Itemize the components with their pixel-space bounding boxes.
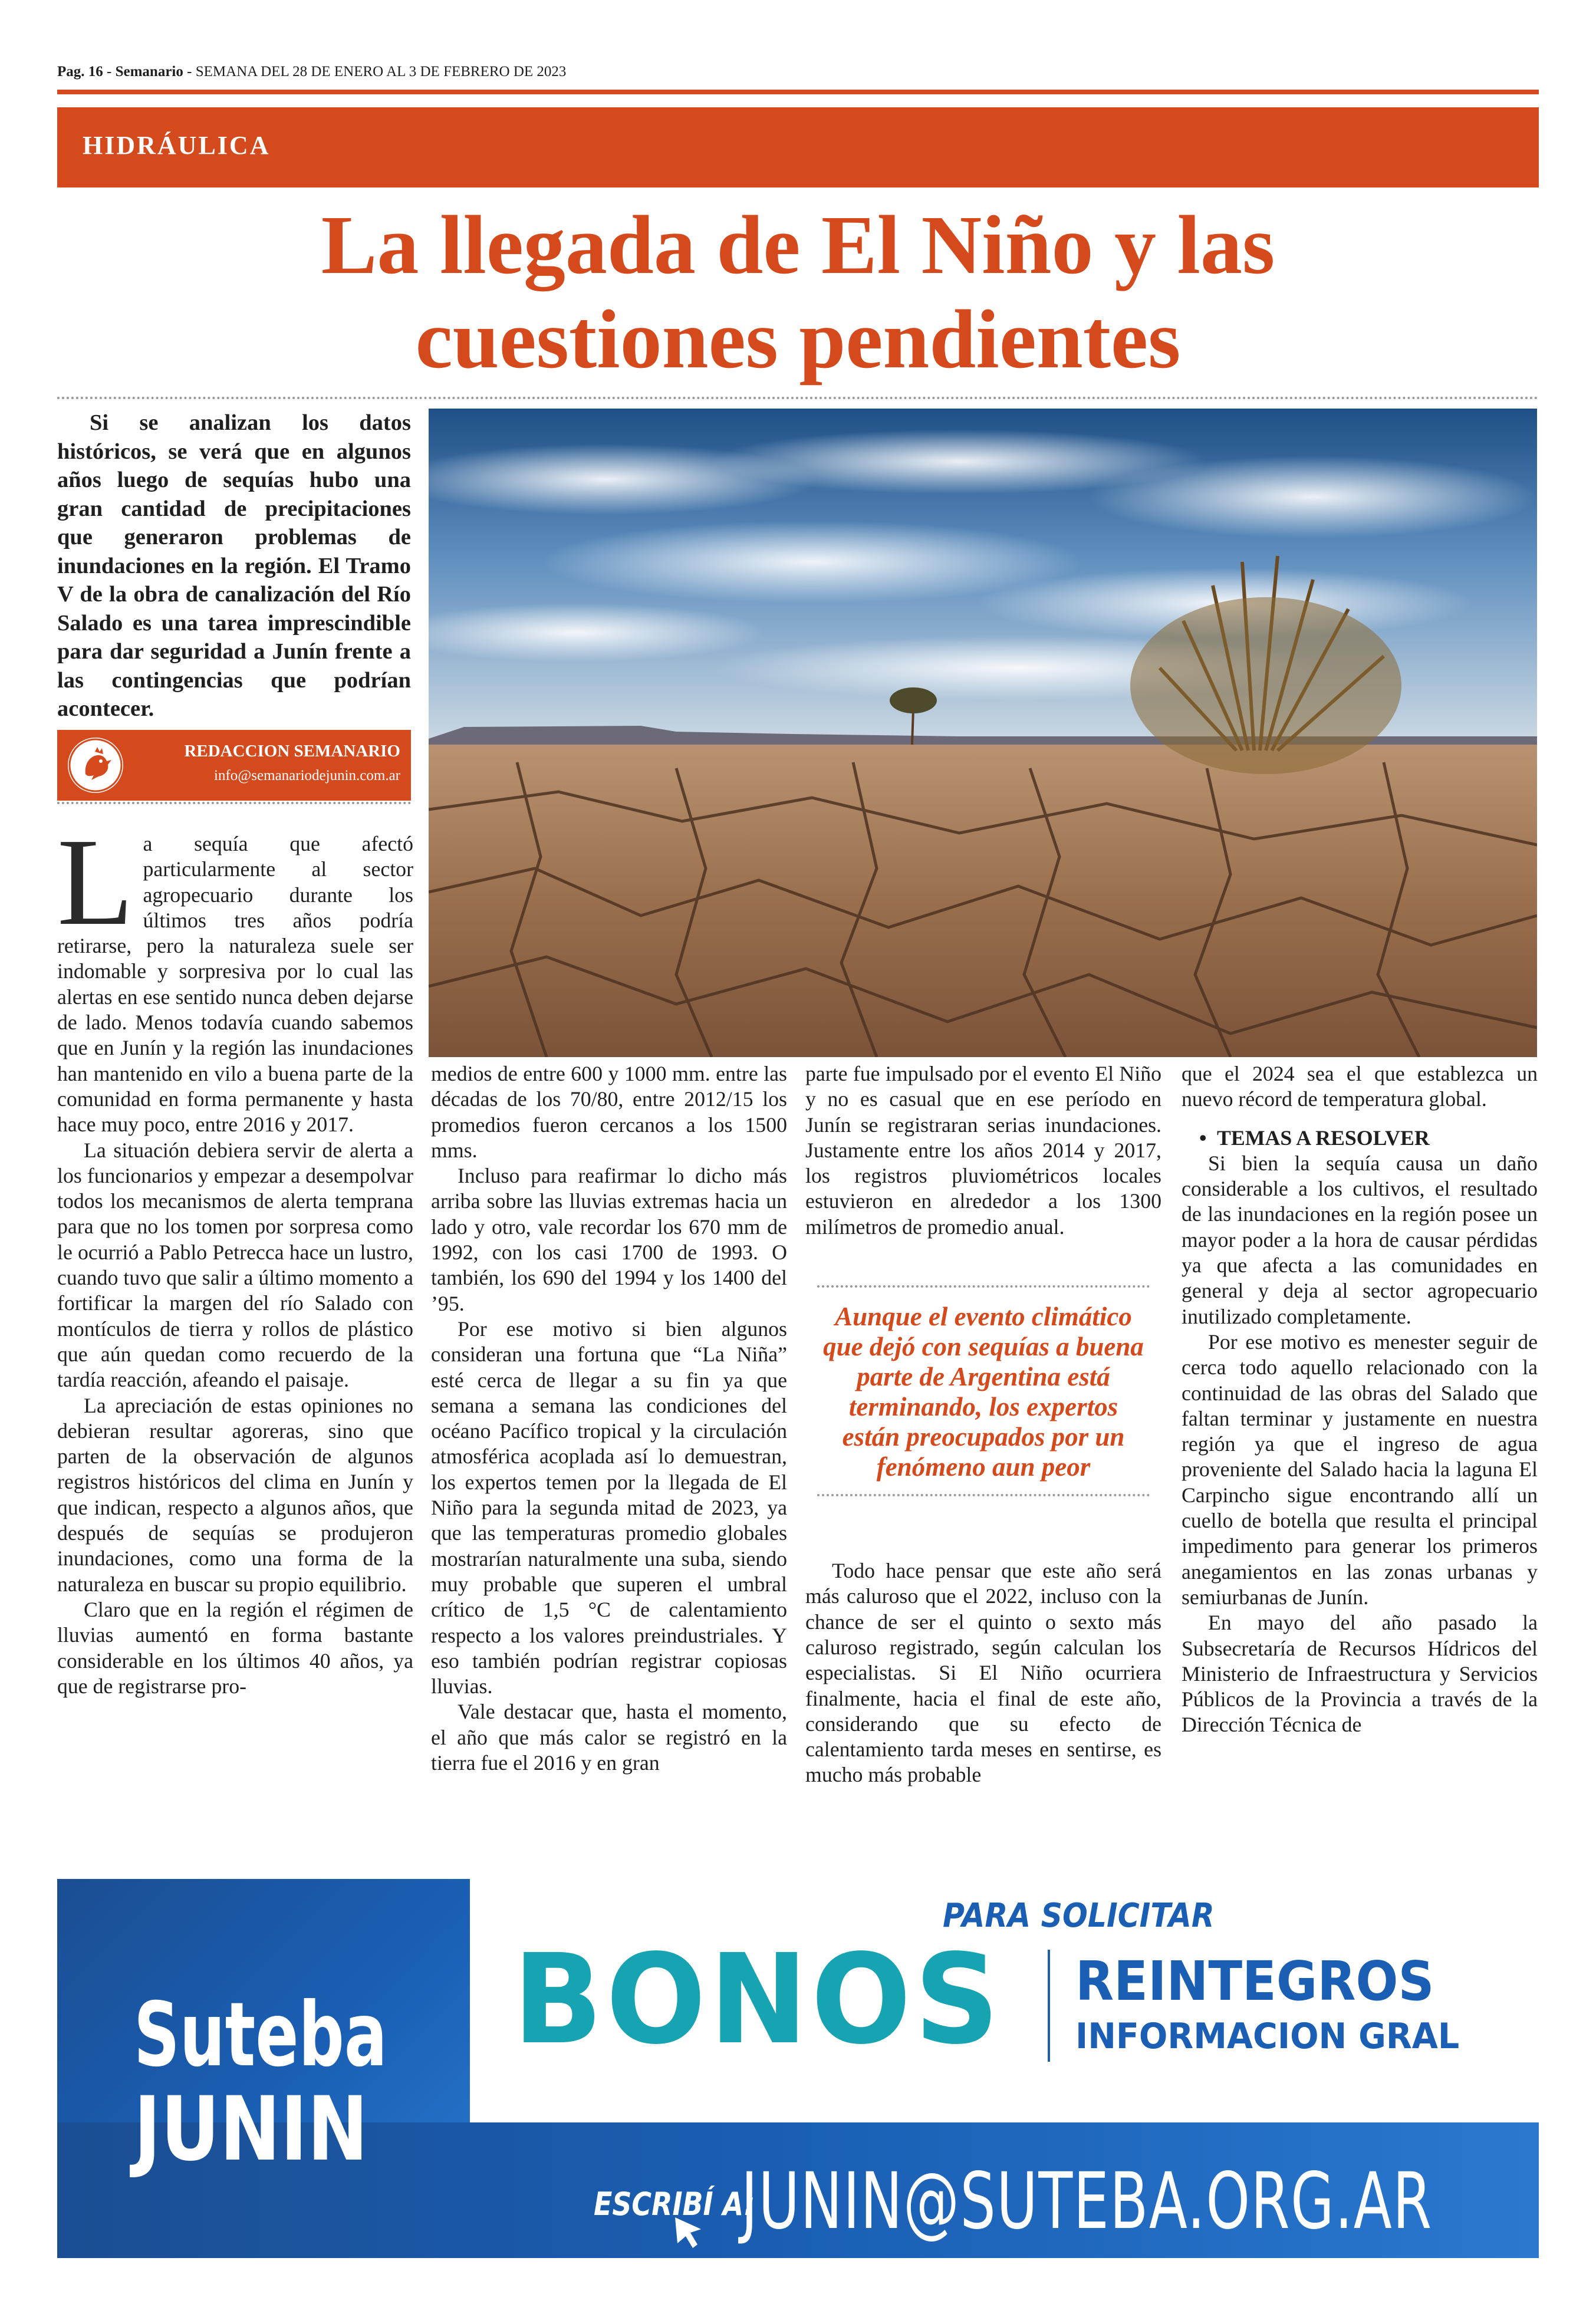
author-name: REDACCION SEMANARIO	[184, 742, 400, 761]
paragraph-5: Incluso para reafirmar lo dicho más arriba sobre las lluvias extremas hacia un lado y otro, vale recordar los 670 mm de 1992, con los casi 1700 de 1993. O también, los 690 del 1994 y los 1400 del ’95.	[431, 1164, 787, 1315]
paragraph-6: Por ese motivo si bien algunos consideran una fortuna que “La Niña” esté cerca de llegar a su fin ya que semana a semana las condiciones del océano Pacífico tropical y la circulación atmosférica acoplada así lo demuestran, los expertos temen por la llegada de El Niño para la segunda mitad de 2023, ya que las temperaturas promedio globales mostrarían naturalmente una suba, siendo muy probable que superen el umbral crítico de 1,5 °C de calentamiento respecto a los valores preindustriales. Y eso también podrían registrar copiosas lluvias.	[431, 1317, 787, 1699]
paragraph-7-end: parte fue impulsado por el evento El Niño y no es casual que en ese período en Junín se registraran serias inundaciones. Justamente entre los años 2014 y 2017, los registros pluviométricos locales estuvieron en alrededor a los 1300 milímetros de promedio anual.	[805, 1062, 1161, 1239]
advertisement[interactable]	[57, 1879, 1539, 2258]
author-email[interactable]: info@semanariodejunin.com.ar	[214, 768, 400, 784]
author-rule	[57, 802, 411, 804]
paragraph-8-start: Todo hace pensar que este año será más caluroso que el 2022, incluso con la chance de ser el quinto o sexto más caluroso registrado, según calculan los especialistas. Si El Niño ocurriera finalmente, hacia el final de este año, considerando que su efecto de calentamiento tarda meses en sentirse, es mucho más probable	[805, 1559, 1161, 1787]
edition-week: SEMANA DEL 28 DE ENERO AL 3 DE FEBRERO DE 2023	[195, 64, 567, 80]
paragraph-10: Por ese motivo es menester seguir de cerca todo aquello relacionado con la continuidad de las obras del Salado que faltan terminar y justamente en nuestra región ya que el ingreso de agua proveniente del Salado hacia la laguna El Carpincho sigue encontrando allí un cuello de botella que resulta el principal impedimento para generar los primeros anegamientos en las zonas urbanas y semiurbanas de Junín.	[1182, 1329, 1538, 1609]
ad-escribi-label: ESCRIBÍ A:	[594, 2186, 755, 2223]
title-line-2: cuestiones pendientes	[415, 292, 1181, 386]
section-bar	[57, 107, 1539, 187]
author-box	[57, 730, 411, 801]
title-rule	[57, 397, 1539, 399]
header-rule	[57, 90, 1539, 94]
paragraph-7-start: Vale destacar que, hasta el momento, el año que más calor se registró en la tierra fue el 2016 y en gran	[431, 1700, 787, 1775]
ad-brand-line-2: JUNIN	[134, 2078, 368, 2181]
ad-email[interactable]: JUNIN@SUTEBA.ORG.AR	[741, 2156, 1433, 2247]
paragraph-4-end: medios de entre 600 y 1000 mm. entre las décadas de los 70/80, entre 2012/15 los promedios fueron cercanos a los 1500 mms.	[431, 1062, 787, 1162]
paragraph-2: La situación debiera servir de alerta a los funcionarios y empezar a desempolvar todos los mecanismos de alerta temprana para que no los tomen por sorpresa como le ocurrió a Pablo Petrecca hace un lustro, cuando tuvo que salir a último momento a fortificar la margen del río Salado con montículos de tierra y rollos de plástico que aún quedan como recuerdo de la tardía reacción, afeando el paisaje.	[57, 1138, 413, 1392]
paragraph-4-start: Claro que en la región el régimen de lluvias aumentó en forma bastante considerable en los últimos 40 años, ya que de registrarse pro-	[57, 1597, 413, 1698]
page-header: Pag. 16 - Semanario - SEMANA DEL 28 DE ENERO AL 3 DE FEBRERO DE 2023	[57, 64, 567, 80]
paragraph-9: Si bien la sequía causa un daño considerable a los cultivos, el resultado de las inundaciones en la región posee un mayor poder a la hora de causar pérdidas ya que afecta a las comunidades en general y deja al sector agropecuario inutilizado completamente.	[1182, 1151, 1538, 1328]
ad-bonos: BONOS	[513, 1927, 1003, 2072]
subhead: • TEMAS A RESOLVER	[1182, 1125, 1538, 1151]
bullet-icon: •	[1199, 1125, 1207, 1150]
section-label: HIDRÁULICA	[83, 131, 271, 160]
pull-quote-text: Aunque el evento climático que dejó con sequías a buena parte de Argentina está terminando, los expertos están preocupados por un fenómeno aun peor	[823, 1302, 1144, 1482]
rooster-logo-icon	[68, 738, 123, 793]
ad-brand-line-1: Suteba	[134, 1984, 387, 2086]
title-line-1: La llegada de El Niño y las	[321, 198, 1275, 291]
article-lead: Si se analizan los datos históricos, se verá que en algunos años luego de sequías hubo una gran cantidad de precipitaciones que generaron problemas de inundaciones en la región. El Tramo V de la obra de canalización del Río Salado es una tarea imprescindible para dar seguridad a Junín frente a las contingencias que podrían acontecer.	[57, 410, 411, 721]
article-title	[177, 198, 1419, 386]
pull-quote	[817, 1285, 1150, 1496]
article-column-2	[431, 1061, 787, 1776]
article-column-1	[57, 812, 413, 1699]
quote-rule-bottom	[817, 1494, 1150, 1496]
publication-name: Semanario	[115, 64, 183, 80]
ad-para-solicitar: PARA SOLICITAR	[943, 1897, 1215, 1935]
ad-divider	[1048, 1950, 1050, 2062]
paragraph-1: La sequía que afectó particularmente al sector agropecuario durante los últimos tres años podría retirarse, pero la naturaleza suele ser indomable y sorpresiva por lo cual las alertas en ese sentido nunca deben dejarse de lado. Menos todavía cuando sabemos que en Junín y la región las inundaciones han mantenido en vilo a buena parte de la comunidad en forma permanente y hasta hace muy poco, entre 2016 y 2017.	[57, 812, 413, 1137]
cursor-arrow-icon	[670, 2215, 706, 2250]
paragraph-3: La apreciación de estas opiniones no debieran resultar agoreras, sino que parten de la observación de algunos registros históricos del clima en Junín y que indican, respecto a algunos años, que después de sequías se produjeron inundaciones, como una forma de la naturaleza en buscar su propio equilibrio.	[57, 1393, 413, 1596]
paragraph-8-end: que el 2024 sea el que establezca un nuevo récord de temperatura global.	[1182, 1062, 1538, 1111]
article-column-4	[1182, 1061, 1538, 1738]
ad-informacion: INFORMACION GRAL	[1075, 2016, 1460, 2057]
drought-photo	[429, 409, 1537, 1057]
ad-reintegros: REINTEGROS	[1075, 1950, 1434, 2013]
paragraph-11: En mayo del año pasado la Subsecretaría de Recursos Hídricos del Ministerio de Infraestructura y Servicios Públicos de la Provincia a través de la Dirección Técnica de	[1182, 1611, 1538, 1737]
dropcap: L	[57, 812, 134, 951]
page-number: Pag. 16	[57, 64, 103, 80]
